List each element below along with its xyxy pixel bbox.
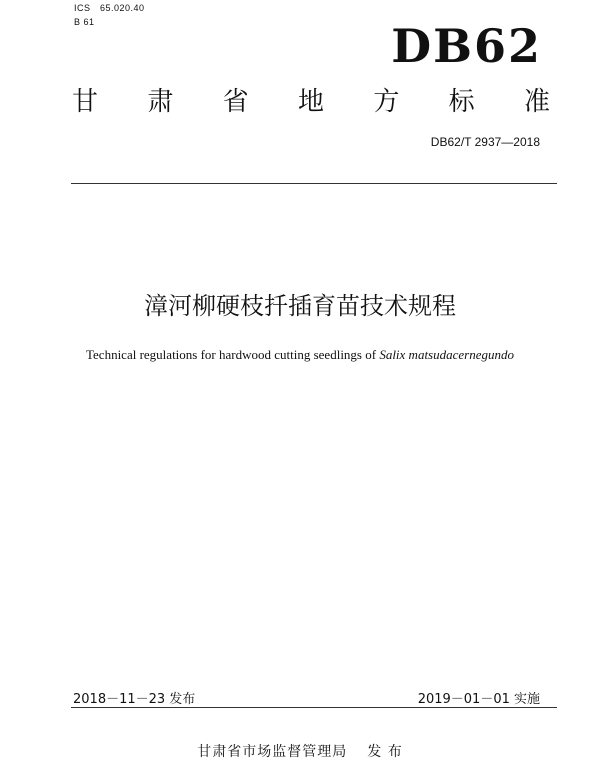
implement-date: 2019－01－01 实施 (417, 692, 540, 707)
standard-type-char: 省 (222, 87, 249, 117)
issue-word: 发 布 (367, 744, 403, 760)
ccs-classification: B 61 (74, 17, 95, 27)
issuer-name: 甘肃省市场监督管理局 (197, 744, 348, 760)
standard-type-char: 甘 (72, 87, 99, 117)
standard-type-heading (72, 84, 550, 120)
standard-number: DB62/T 2937—2018 (430, 135, 540, 149)
document-title-chinese: 漳河柳硬枝扦插育苗技术规程 (144, 292, 456, 320)
standard-type-char: 地 (297, 87, 324, 117)
title-english-text: Technical regulations for hardwood cutting seedlings of (86, 347, 380, 362)
document-title-english (0, 346, 600, 364)
publish-date: 2018－11－23 发布 (73, 692, 196, 707)
standard-type-char: 肃 (147, 87, 174, 117)
ics-classification: ICS 65.020.40 (74, 3, 145, 13)
header-divider (71, 183, 557, 184)
standard-code-logo: DB62 (391, 19, 542, 73)
title-species-name: Salix matsudacernegundo (379, 347, 514, 362)
issuer-line (0, 741, 600, 761)
standard-type-char: 标 (448, 87, 475, 117)
footer-divider (71, 707, 557, 708)
standard-type-char: 准 (523, 87, 550, 117)
standard-type-char: 方 (373, 87, 400, 117)
